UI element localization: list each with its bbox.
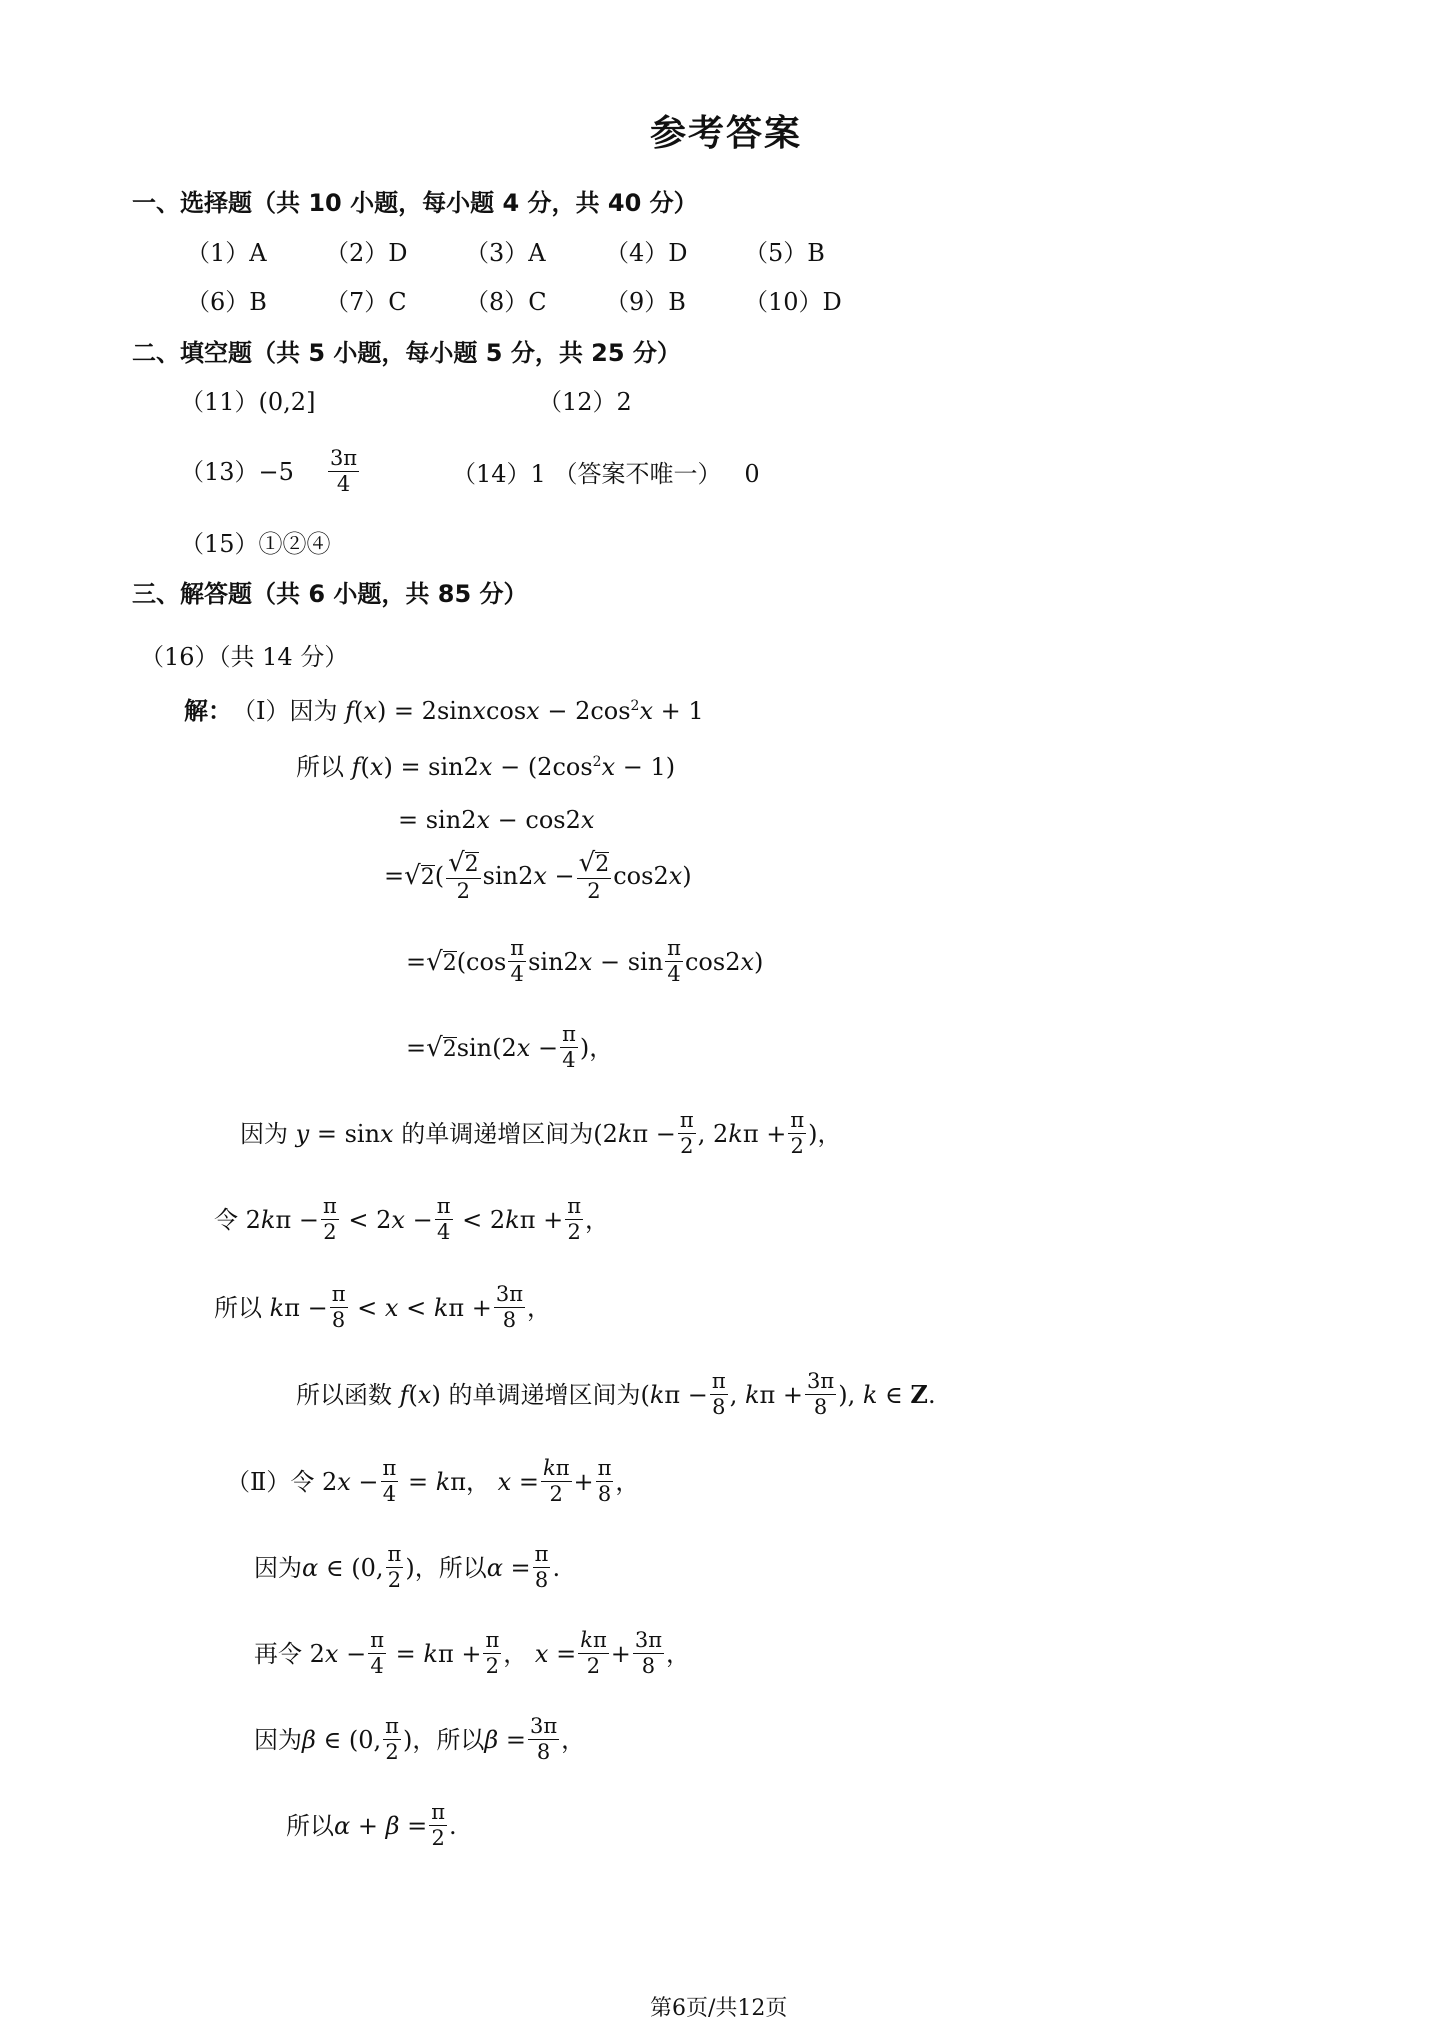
ling-2: 令	[290, 1467, 315, 1496]
solution-line-4: = √ 2 ( √ 2 2 sin2x − √ 2 2 cos2x)	[384, 848, 692, 903]
solution-line-8: 令 2kπ − $\frac{\pi}{2}$ < 2x − $\frac{\pi}{4}$ < 2kπ + $\frac{\pi}{2}$ ，	[214, 1194, 610, 1244]
hanshu-text: 所以函数	[296, 1380, 392, 1409]
section-heading-fill: 二、填空题（共 5 小题，每小题 5 分，共 25 分）	[132, 339, 681, 367]
yinwei-2: 因为	[240, 1119, 288, 1148]
ling-1: 令	[214, 1205, 238, 1234]
suoyi-2: 所以	[214, 1293, 262, 1322]
answer-12	[538, 390, 632, 414]
q13-fraction	[328, 448, 359, 495]
q14-answer1: 1	[530, 460, 546, 488]
comma-3: ，	[585, 1205, 610, 1234]
answer-14	[452, 462, 760, 486]
answer-15	[180, 532, 331, 556]
dandiao-2: 的单调递增区间为	[448, 1380, 641, 1409]
solution-line-7: 因为 y = sinx 的单调递增区间为 (2kπ − $\frac{\pi}{2}$ , 2kπ + $\frac{\pi}{2}$ ) ，	[240, 1108, 842, 1158]
solution-line-5: = √ 2 (cos $\frac{\pi}{4}$ sin2x − sin $\frac{\pi}{4}$ cos2x)	[406, 936, 764, 986]
answer-10: （10）D	[744, 288, 842, 316]
answer-4: （4）D	[605, 239, 688, 267]
solution-line-2: 所以 $f(x) = \sin 2x - (2\cos^2x - 1)$	[296, 753, 676, 781]
comma-7: ，	[561, 1725, 586, 1754]
answer-7: （7）C	[325, 288, 407, 316]
q14-label: （14）	[452, 460, 531, 488]
q12-answer: 2	[616, 388, 632, 416]
yinwei-3: 因为	[254, 1553, 302, 1582]
part1-label: （Ⅰ）	[232, 697, 290, 725]
solution-line-6: = √ 2 sin(2x − $\frac{\pi}{4}$ ) ，	[406, 1022, 614, 1072]
comma-6: ，	[666, 1639, 691, 1668]
dandiao-1: 的单调递增区间为	[401, 1119, 594, 1148]
solution-line-12: 因为 α ∈ (0, $\frac{\pi}{2}$ )， 所以 α = $\frac{\pi}{8}$ .	[254, 1542, 561, 1592]
page-footer: 第6页/共12页	[650, 1996, 788, 2021]
part2-label: （Ⅱ）	[226, 1467, 291, 1496]
q11-answer: (0,2]	[258, 388, 316, 416]
page-title: 参考答案	[650, 113, 803, 154]
suoyi-5: 所以	[286, 1811, 334, 1840]
answer-1: （1）A	[186, 239, 267, 267]
answer-8: （8）C	[465, 288, 547, 316]
q16-header: （16）（共 14 分）	[140, 643, 349, 671]
solution-line-9: 所以 kπ − $\frac{\pi}{8}$ < x < kπ + $\frac{3\pi}{8}$ ，	[214, 1282, 552, 1332]
q14-note: （答案不唯一）	[553, 460, 722, 488]
q15-answer: ①②④	[258, 530, 331, 558]
q15-label: （15）	[180, 530, 259, 558]
section-heading-choice: 一、选择题（共 10 小题，每小题 4 分，共 40 分）	[132, 189, 698, 217]
answer-2: （2）D	[325, 239, 408, 267]
jie-label: 解：	[184, 697, 232, 725]
comma-1: ，	[589, 1033, 614, 1062]
comma-5: ，	[615, 1467, 640, 1496]
answer-13	[180, 448, 361, 495]
solution-line-13: 再令 2x − $\frac{\pi}{4}$ = kπ + $\frac{\pi}{2}$ ， x = $\frac{k\pi}{2}$ + $\frac{3\pi}{8}$ ，	[254, 1628, 691, 1678]
q11-label: （11）	[180, 388, 259, 416]
q13-denominator: 4	[336, 472, 351, 496]
answer-11	[180, 390, 315, 414]
section-heading-solution: 三、解答题（共 6 小题，共 85 分）	[132, 580, 528, 608]
answer-3: （3）A	[465, 239, 546, 267]
q13-numerator: 3π	[329, 446, 358, 470]
suoyi-4: 所以	[436, 1725, 485, 1754]
solution-line-14: 因为 β ∈ (0, $\frac{\pi}{2}$ )， 所以 β = $\frac{3\pi}{8}$ ，	[254, 1714, 586, 1764]
suoyi-3: 所以	[438, 1553, 487, 1582]
answer-5: （5）B	[744, 239, 825, 267]
answer-6: （6）B	[186, 288, 267, 316]
q13-label: （13）	[180, 457, 259, 486]
solution-line-11: （Ⅱ） 令 2x − $\frac{\pi}{4}$ = kπ， x = $\frac{k\pi}{2}$ + $\frac{\pi}{8}$ ，	[226, 1456, 640, 1506]
yinwei-4: 因为	[254, 1725, 302, 1754]
solution-line-1: 解： （Ⅰ） 因为 f(x) = 2sinxcosx − $2\cos^2x + 1$	[184, 697, 704, 725]
q14-answer2: 0	[744, 460, 760, 488]
solution-line-15: 所以 α + β = $\frac{\pi}{2}$ .	[286, 1800, 457, 1850]
comma-4: ，	[527, 1293, 552, 1322]
suoyi-1: 所以	[296, 753, 344, 781]
answer-9: （9）B	[605, 288, 686, 316]
solution-line-10: 所以函数 f(x) 的单调递增区间为 (kπ − $\frac{\pi}{8}$ , kπ + $\frac{3\pi}{8}$ ), k ∈ Z.	[296, 1369, 936, 1419]
q12-label: （12）	[538, 388, 617, 416]
solution-line-3: = sin2x − cos2x	[398, 806, 595, 834]
q13-answer1: −5	[258, 457, 294, 486]
yinwei-1: 因为	[289, 697, 338, 725]
comma-2: ，	[817, 1119, 842, 1148]
zailing: 再令	[254, 1639, 302, 1668]
